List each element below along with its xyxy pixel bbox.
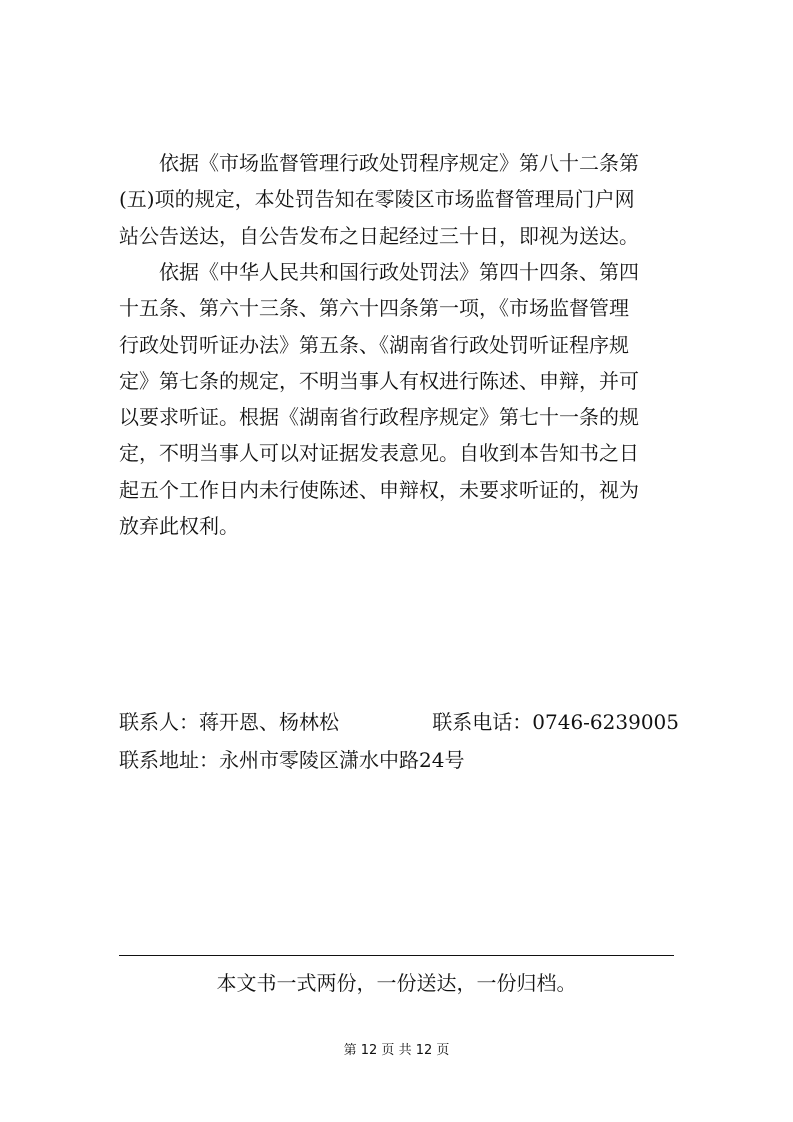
contact-phone: 联系电话：0746-6239005 [432, 710, 679, 734]
paragraph-line: 十五条、第六十三条、第六十四条第一项，《市场监督管理 [119, 296, 629, 321]
contact-address-row [119, 745, 679, 775]
contact-address: 联系地址：永州市零陵区潇水中路24号 [119, 748, 465, 772]
document-copies-note: 本文书一式两份，一份送达，一份归档。 [216, 971, 577, 995]
paragraph-line: 行政处罚听证办法》第五条、《湖南省行政处罚听证程序规 [119, 332, 629, 357]
paragraph-line: 依据《市场监督管理行政处罚程序规定》第八十二条第 [159, 151, 639, 175]
paragraph-line: 起五个工作日内未行使陈述、申辩权，未要求听证的，视为 [119, 477, 639, 502]
paragraph-rights-notice [119, 254, 679, 544]
paragraph-line: 定，不明当事人可以对证据发表意见。自收到本告知书之日 [119, 441, 639, 466]
paragraph-service-notice [119, 145, 679, 254]
paragraph-line: 依据《中华人民共和国行政处罚法》第四十四条、第四 [159, 260, 639, 284]
paragraph-line: 放弃此权利。 [119, 514, 239, 539]
paragraph-line: 定》第七条的规定，不明当事人有权进行陈述、申辩，并可 [119, 368, 639, 393]
contact-row [119, 707, 679, 737]
divider-line [119, 955, 674, 956]
paragraph-line: 以要求听证。根据《湖南省行政程序规定》第七十一条的规 [119, 405, 639, 430]
paragraph-line: (五)项的规定，本处罚告知在零陵区市场监督管理局门户网 [119, 187, 635, 212]
contact-person: 联系人：蒋开恩、杨林松 [119, 710, 339, 734]
paragraph-line: 站公告送达，自公告发布之日起经过三十日，即视为送达。 [119, 223, 639, 248]
page-number: 第 12 页 共 12 页 [343, 1043, 450, 1058]
